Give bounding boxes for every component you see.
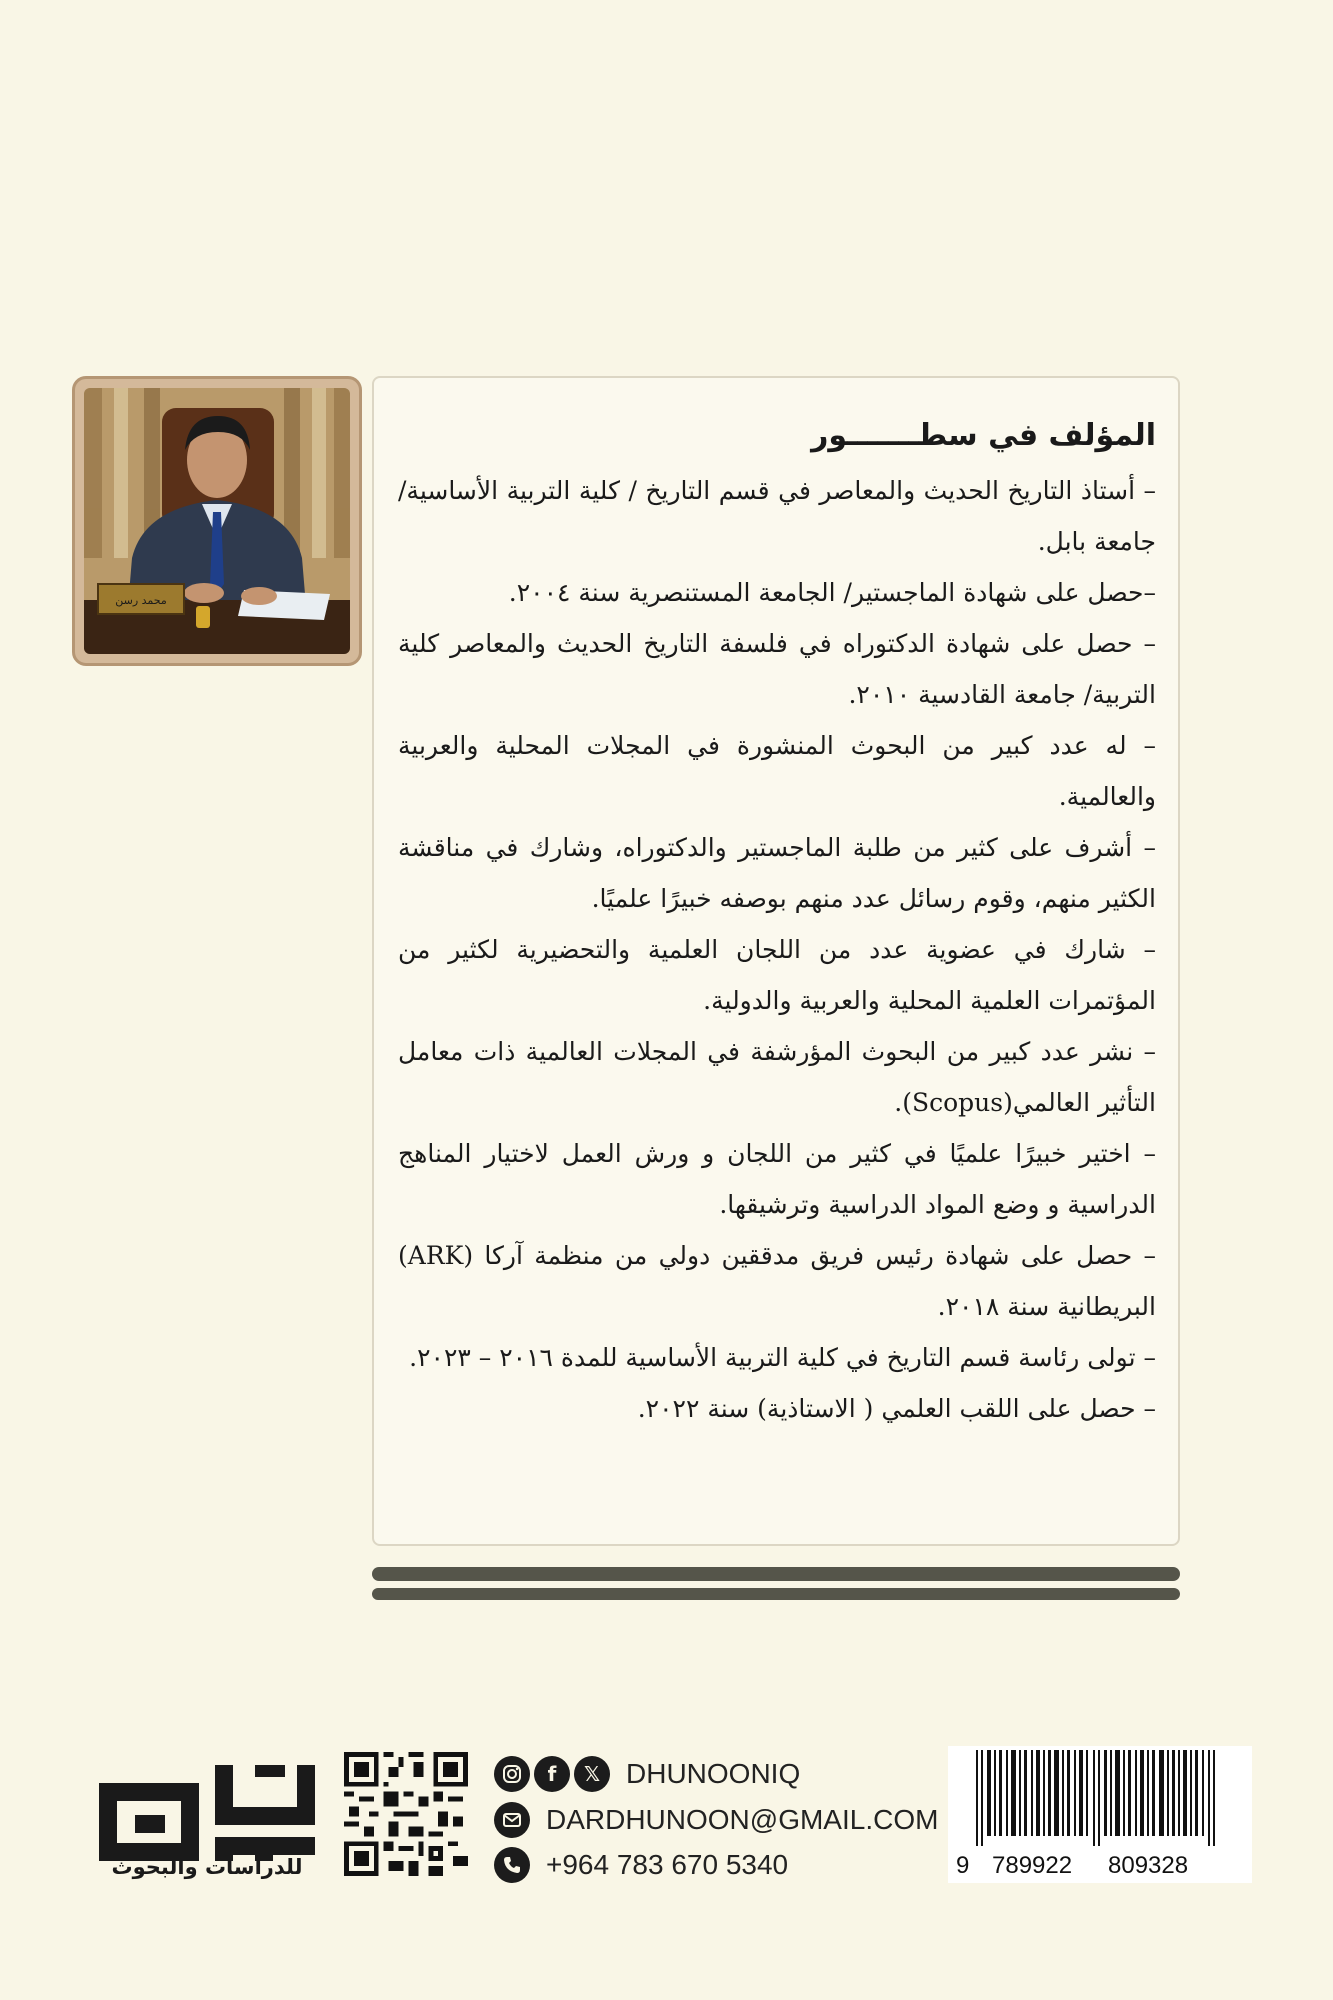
bio-item: – تولى رئاسة قسم التاريخ في كلية التربية الأساسية للمدة ٢٠١٦ – ٢٠٢٣.	[409, 1343, 1156, 1372]
bio-item: – حصل على اللقب العلمي ( الاستاذية) سنة ٢٠٢٢.	[637, 1394, 1156, 1423]
facebook-icon[interactable]: f	[534, 1756, 570, 1792]
x-icon[interactable]: 𝕏	[574, 1756, 610, 1792]
email-icon	[494, 1802, 530, 1838]
email-row	[494, 1800, 938, 1840]
qr-code[interactable]	[344, 1752, 468, 1876]
divider-bar	[372, 1588, 1180, 1600]
bio-item: – نشر عدد كبير من البحوث المؤرشفة في المجلات العالمية ذات معامل التأثير العالمي(Scopus).	[398, 1037, 1156, 1117]
isbn-group-1: 789922	[992, 1852, 1073, 1879]
email-address[interactable]: DARDHUNOON@GMAIL.COM	[546, 1804, 939, 1835]
phone-icon	[494, 1847, 530, 1883]
bio-list	[398, 465, 1156, 1434]
author-photo	[84, 388, 350, 654]
barcode-bars	[954, 1750, 1246, 1846]
isbn-group-2: 809328	[1108, 1852, 1189, 1879]
bio-item: – حصل على شهادة رئيس فريق مدققين دولي من منظمة آركا (ARK) البريطانية سنة ٢٠١٨.	[398, 1241, 1156, 1321]
social-handle[interactable]: DHUNOONIQ	[626, 1758, 801, 1789]
divider-bar	[372, 1567, 1180, 1581]
social-row	[494, 1754, 800, 1794]
isbn-barcode	[948, 1746, 1252, 1883]
bio-item: – حصل على شهادة الدكتوراه في فلسفة التاريخ الحديث والمعاصر كلية التربية/ جامعة القادسية ٢٠١٠.	[398, 629, 1156, 709]
phone-row	[494, 1845, 788, 1885]
bio-item: – اختير خبيرًا علميًا في كثير من اللجان و ورش العمل لاختيار المناهج الدراسية و وضع المواد الدراسية وترشيقها.	[398, 1139, 1156, 1219]
bio-item: – شارك في عضوية عدد من اللجان العلمية والتحضيرية لكثير من المؤتمرات العلمية المحلية والعربية والدولية.	[398, 935, 1156, 1015]
publisher-caption: للدراسات والبحوث	[111, 1855, 303, 1879]
bio-item: – أستاذ التاريخ الحديث والمعاصر في قسم التاريخ / كلية التربية الأساسية/ جامعة بابل.	[398, 476, 1156, 556]
nameplate-text: محمد رسن	[115, 594, 167, 607]
bio-item: – أشرف على كثير من طلبة الماجستير والدكتوراه، وشارك في مناقشة الكثير منهم، وقوم رسائل عدد منهم بوصفه خبيرًا علميًا.	[398, 833, 1156, 913]
isbn-prefix: 9	[956, 1852, 970, 1879]
bio-item: – له عدد كبير من البحوث المنشورة في المجلات المحلية والعربية والعالمية.	[398, 731, 1156, 811]
bio-title: المؤلف في سطـــــــور	[811, 418, 1156, 453]
author-portrait	[72, 376, 362, 666]
phone-number[interactable]: +964 783 670 5340	[546, 1849, 789, 1880]
author-bio-card	[372, 376, 1180, 1546]
instagram-icon[interactable]	[494, 1756, 530, 1792]
bio-item: –حصل على شهادة الماجستير/ الجامعة المستنصرية سنة ٢٠٠٤.	[508, 578, 1156, 607]
